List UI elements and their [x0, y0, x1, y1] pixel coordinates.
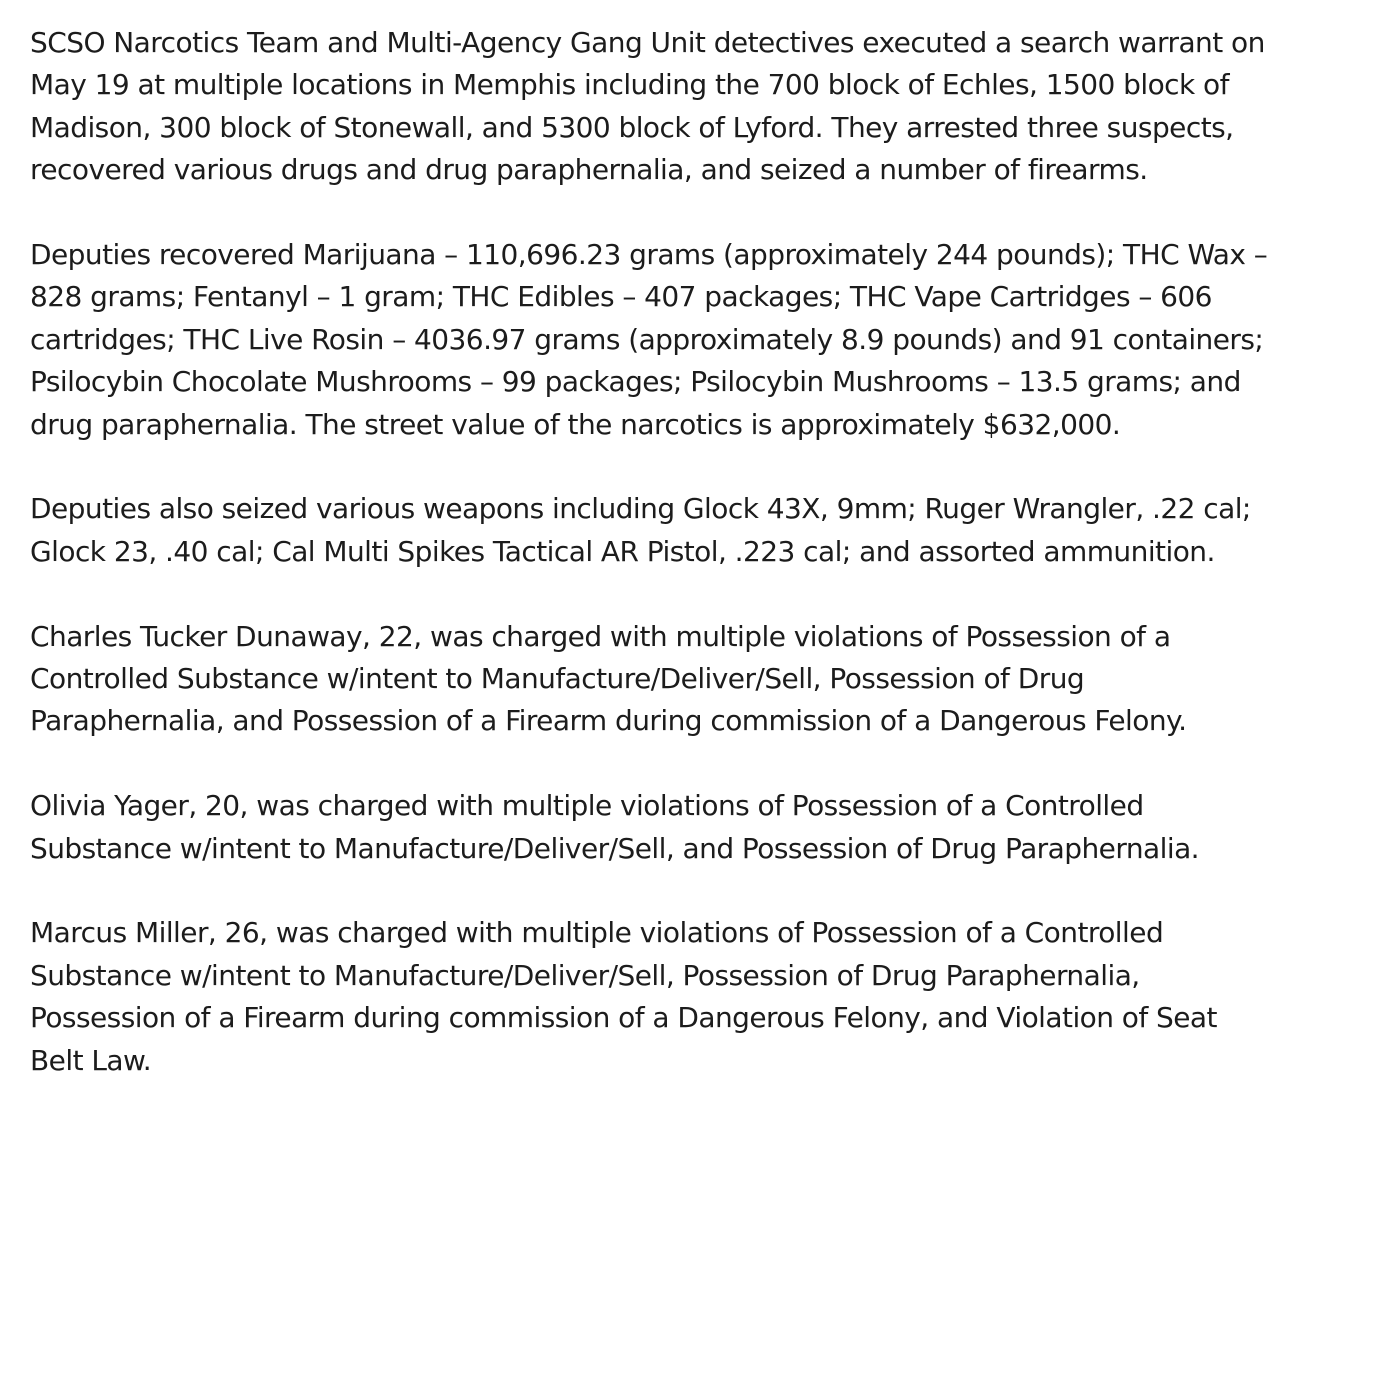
- text-line: cartridges; THC Live Rosin – 4036.97 grams (approximately 8.9 pounds) and 91 containers;: [30, 322, 1264, 356]
- text-line: Substance w/intent to Manufacture/Deliver/Sell, Possession of Drug Paraphernalia,: [30, 958, 1140, 992]
- text-line: Deputies also seized various weapons including Glock 43X, 9mm; Ruger Wrangler, .22 cal;: [30, 492, 1251, 526]
- text-line: 828 grams; Fentanyl – 1 gram; THC Edibles – 407 packages; THC Vape Cartridges – 606: [30, 280, 1212, 314]
- text-line: Olivia Yager, 20, was charged with multiple violations of Possession of a Controlled: [30, 789, 1144, 823]
- paragraph-charges-yager: [30, 785, 1360, 870]
- text-line: Charles Tucker Dunaway, 22, was charged with multiple violations of Possession of a: [30, 619, 1171, 653]
- paragraph-charges-dunaway: [30, 616, 1360, 743]
- text-line: Substance w/intent to Manufacture/Deliver/Sell, and Possession of Drug Paraphernalia.: [30, 831, 1200, 865]
- text-line: Marcus Miller, 26, was charged with multiple violations of Possession of a Controlled: [30, 916, 1164, 950]
- text-line: Possession of a Firearm during commission of a Dangerous Felony, and Violation of Seat: [30, 1001, 1217, 1035]
- document-body: [30, 22, 1360, 1082]
- text-line: drug paraphernalia. The street value of the narcotics is approximately $632,000.: [30, 407, 1121, 441]
- text-line: SCSO Narcotics Team and Multi-Agency Gang Unit detectives executed a search warrant on: [30, 26, 1265, 59]
- text-line: Controlled Substance w/intent to Manufacture/Deliver/Sell, Possession of Drug: [30, 662, 1085, 696]
- paragraph-drugs-recovered: [30, 234, 1360, 446]
- text-line: Paraphernalia, and Possession of a Firearm during commission of a Dangerous Felony.: [30, 704, 1187, 738]
- text-line: Glock 23, .40 cal; Cal Multi Spikes Tactical AR Pistol, .223 cal; and assorted ammunition.: [30, 534, 1215, 568]
- text-line: Psilocybin Chocolate Mushrooms – 99 packages; Psilocybin Mushrooms – 13.5 grams; and: [30, 365, 1241, 399]
- paragraph-search-warrant: [30, 22, 1360, 192]
- paragraph-charges-miller: [30, 912, 1360, 1082]
- text-line: May 19 at multiple locations in Memphis including the 700 block of Echles, 1500 block of: [30, 68, 1229, 102]
- text-line: Madison, 300 block of Stonewall, and 5300 block of Lyford. They arrested three suspects,: [30, 110, 1234, 144]
- text-line: Deputies recovered Marijuana – 110,696.23 grams (approximately 244 pounds); THC Wax –: [30, 238, 1268, 272]
- text-line: Belt Law.: [30, 1043, 152, 1077]
- text-line: recovered various drugs and drug paraphernalia, and seized a number of firearms.: [30, 153, 1148, 187]
- paragraph-weapons-seized: [30, 488, 1360, 573]
